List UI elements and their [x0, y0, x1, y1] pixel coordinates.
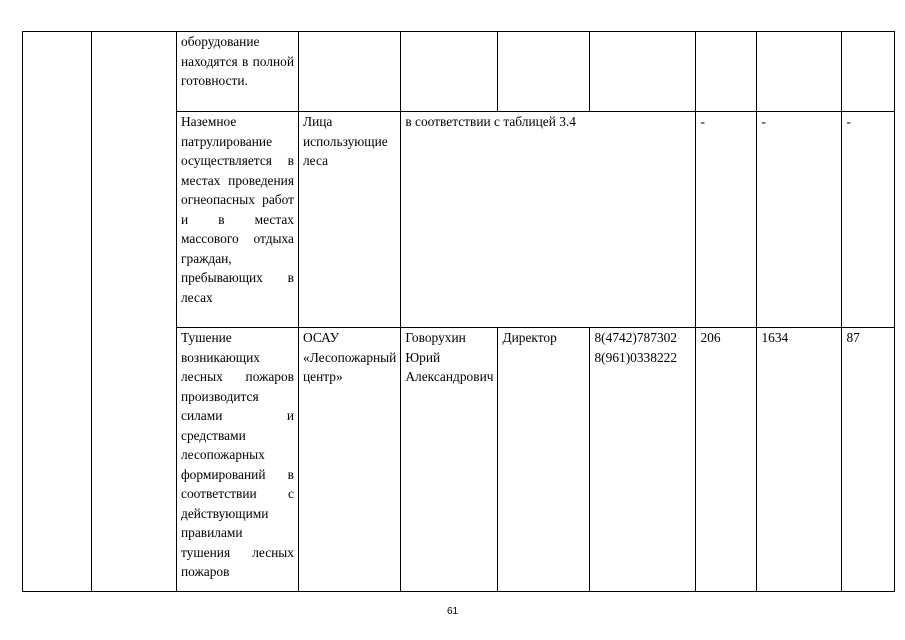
table-cell-col9	[842, 32, 895, 112]
table-cell-phone	[590, 328, 696, 592]
table-cell-col8: 1634	[757, 328, 842, 592]
table-cell-index	[23, 32, 92, 592]
table-cell-col7	[696, 32, 757, 112]
table-cell-measure: Тушение возникающих лесных пожаров производится силами и средствами лесопожарных формирований в соответствии с действующими правилами тушения лесных пожаров	[177, 328, 299, 592]
page-number: 61	[446, 606, 459, 617]
table-cell-col8: -	[757, 112, 842, 328]
table-cell-person: Говорухин Юрий Александрович	[401, 328, 498, 592]
table-cell-organization	[299, 32, 401, 112]
phone-line: 8(961)0338222	[594, 349, 678, 365]
table-cell-position: Директор	[498, 328, 590, 592]
table-cell-position	[498, 32, 590, 112]
table-cell-person	[401, 32, 498, 112]
table-cell-phone	[590, 32, 696, 112]
table-cell-col7: -	[696, 112, 757, 328]
table-cell-col7: 206	[696, 328, 757, 592]
table-cell-area	[92, 32, 177, 592]
table-cell-col8	[757, 32, 842, 112]
table-cell-responsible: Лица использующие леса	[299, 112, 401, 328]
table-cell-reference: в соответствии с таблицей 3.4	[401, 112, 696, 328]
fire-measures-table	[22, 31, 895, 592]
table-cell-col9: -	[842, 112, 895, 328]
table-row	[23, 32, 895, 112]
table-cell-measure: оборудование находятся в полной готовности.	[177, 32, 299, 112]
table-cell-measure: Наземное патрулирование осуществляется в местах проведения огнеопасных работ и в местах массового отдыха граждан, пребывающих в лесах	[177, 112, 299, 328]
phone-line: 8(4742)787302	[594, 330, 678, 345]
table-cell-col9: 87	[842, 328, 895, 592]
table-cell-organization: ОСАУ «Лесопожарный центр»	[299, 328, 401, 592]
